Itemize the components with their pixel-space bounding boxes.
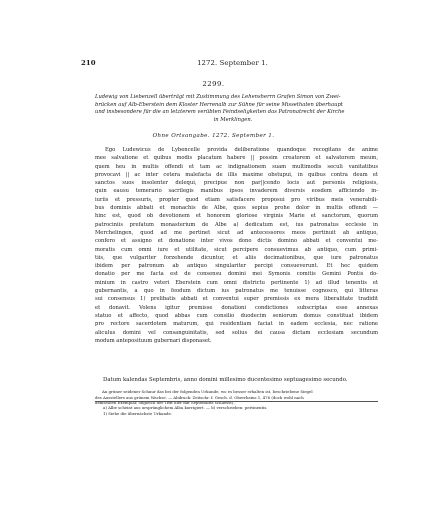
summary-line: Ludewig von Liebenzell überträgt mit Zustimmung des Lehensherrn Grafen Simon von Zwei- (95, 94, 341, 100)
body-line: bus dominis abbati et monachis de Albe, quos sepius prohe dolor in multis offendi — (95, 205, 378, 212)
body-line: confero et assigno et donatione inter vivos dono dictis domino abbati et conventui me- (95, 238, 378, 245)
running-title: 1272. September 1. (197, 59, 268, 67)
body-line: patrociniis prefatum monasterium de Albe a) dedicatum est, ius patronatus ecclesie in (95, 221, 378, 228)
footnote: 1) Siehe die übernächste Urkunde. (103, 411, 173, 416)
body-line: sui consensus 1) prelibatis abbati et conventui super premissis ex mera liberalitate tradidit (95, 296, 378, 303)
body-line: sanctos suos insolenter delequi, precipue non par||cendo locis aut personis religiosis, (95, 180, 378, 187)
dateline: Ohne Ortsangabe. 1272. September 1. (152, 133, 275, 139)
body-line: ibidem per patronum ab antiquo singulariter percipi consueverunt. Et hec quidem (95, 263, 378, 270)
note-line: demselben Exemplar, obgleich der Text hier mit Septembris schliesst). (95, 400, 235, 406)
body-line: Merchelingen, quod ad me pertinet sicut ad antecessores meos pertinuit ab antiquo, (95, 229, 378, 236)
document-summary (95, 94, 371, 124)
body-line: minium in castro veteri Eberstein cum omni districtu pertinente 1) ad illud tenentis et (95, 279, 378, 286)
body-line: mee salvatione et quibus modis placatum habere || possim creatorem et salvatorem meum, (95, 155, 378, 162)
body-line: iuriis et pressuris, propter quod etiam satisfacere proposui pro viribus meis venerabili- (95, 196, 378, 203)
body-line: donatio per me facta est de consensu domini mei Symonis comitis Gemini Pontis do- (95, 271, 378, 278)
document-body (95, 146, 378, 345)
page-header (81, 59, 384, 69)
note-line: des Ausstellers aus grünem Wachse. — Abdruck: Zeitschr. f. Gesch. d. Oberrheins 1, 476 (doch wohl nach (95, 394, 304, 400)
body-line: Ego Ludewicus de Lybencelle provida deliberatione quandoque recogitans de anime (105, 147, 378, 153)
summary-line: brücken auf Alb-Eberstein dem Kloster Herrenalb zur Sühne für seine Missethaten überhaupt (95, 101, 343, 108)
body-line: et donavit. Volens igitur premisse donationi condictiones subscriptas esse annexas (95, 304, 378, 311)
body-line: statuo et affecto, quod abbas cum consilio duodecim seniorum domus constituat ibidem (95, 312, 378, 319)
summary-line: und insbesondere für die an letzterem verübten Feindseligkeiten das Patronatrecht der Kirche (95, 109, 345, 116)
document-number: 2299. (202, 80, 225, 88)
body-line: hinc est, quod ob devotionem et honorem gloriose virginis Marie et sanctorum, quorum (95, 213, 378, 220)
summary-line: in Merklingen. (213, 116, 253, 123)
body-line: gubernantis, a quo in feodum dictum ius patronatus me tenuisse cognosco, qui litteras (95, 288, 378, 295)
body-line: aliculus domini vel consanguinitatis, sed solius dei causa dictam ecclesiam secundum (95, 329, 378, 336)
body-line: provocavi || ac inter cetera malefacta de illis maxime obstupui, in quibus contra deum et (95, 171, 378, 178)
body-line: quem heu in multis offendi et tam ac indignationem suam multimodis seculi vanitatibus (95, 163, 378, 170)
body-line: quin eausu temerario sacrilegis manibus ipsos invaderem diversis eosdem afficiendo in- (95, 188, 378, 195)
body-line: modum anteposituum gubernari disponaset. (95, 337, 212, 344)
footnote-rule (95, 401, 378, 402)
footnote: a) Albe scheint aus ursprünglichem Alba korrigiert. — b) verschrieben: pertinentis. (103, 405, 268, 410)
body-line: moratis cum omni iure et utilitate, sicut percipere consuevimus ab antiquo, cum primi- (95, 246, 378, 253)
body-line: pro rectore sacerdotem maturum, qui residentiam faciat in eadem ecclesia, nec ratione (95, 321, 378, 328)
dating-line: Datum kalendas Septembris, anno domini millesimo ducentesimo septuagesimo secundo. (103, 377, 348, 383)
dating-clause (95, 377, 378, 383)
editorial-notes (95, 389, 378, 406)
page-number: 210 (81, 59, 96, 67)
note-line: An grüner seidener Schnur das bei der folgenden Urkunde, wo es besser erhalten ist, beschriebene Siegel (102, 389, 313, 394)
body-line: tiis, que vulgariter forzehende dicuntur, et aliis decimationibus, que iure patronatus (95, 254, 378, 261)
